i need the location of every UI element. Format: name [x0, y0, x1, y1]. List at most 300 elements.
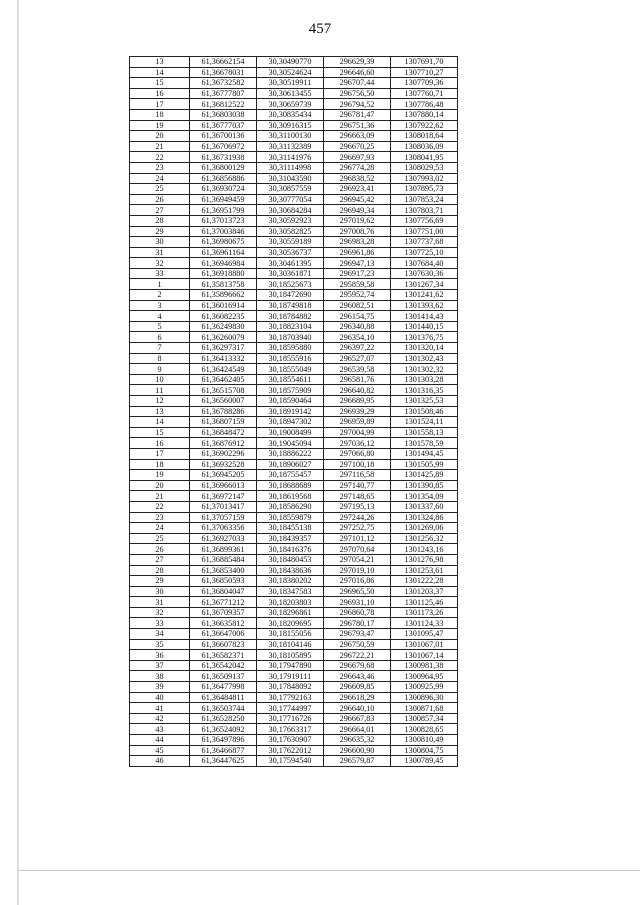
latitude-cell: 61,36560007	[190, 396, 257, 407]
x-coordinate-cell: 296664,01	[324, 724, 391, 735]
longitude-cell: 30,18203803	[257, 597, 324, 608]
coordinates-table	[129, 56, 458, 767]
table-row	[130, 554, 458, 565]
x-coordinate-cell: 296794,52	[324, 99, 391, 110]
longitude-cell: 30,18559879	[257, 512, 324, 523]
y-coordinate-cell: 1301067,14	[391, 650, 458, 661]
latitude-cell: 61,36930724	[190, 184, 257, 195]
y-coordinate-cell: 1301558,13	[391, 427, 458, 438]
y-coordinate-cell: 1307630,36	[391, 268, 458, 279]
longitude-cell: 30,30361871	[257, 268, 324, 279]
longitude-cell: 30,30857559	[257, 184, 324, 195]
y-coordinate-cell: 1307751,00	[391, 226, 458, 237]
y-coordinate-cell: 1307756,69	[391, 215, 458, 226]
y-coordinate-cell: 1301302,32	[391, 364, 458, 375]
point-number-cell: 34	[130, 629, 190, 640]
point-number-cell: 33	[130, 268, 190, 279]
y-coordinate-cell: 1300804,75	[391, 745, 458, 756]
point-number-cell: 13	[130, 406, 190, 417]
point-number-cell: 36	[130, 650, 190, 661]
longitude-cell: 30,30916315	[257, 120, 324, 131]
longitude-cell: 30,19045094	[257, 438, 324, 449]
longitude-cell: 30,31114998	[257, 162, 324, 173]
x-coordinate-cell: 296931,10	[324, 597, 391, 608]
x-coordinate-cell: 296643,46	[324, 671, 391, 682]
x-coordinate-cell: 296780,17	[324, 618, 391, 629]
table-row	[130, 692, 458, 703]
point-number-cell: 25	[130, 533, 190, 544]
table-row	[130, 99, 458, 110]
longitude-cell: 30,31141976	[257, 152, 324, 163]
y-coordinate-cell: 1301354,09	[391, 491, 458, 502]
point-number-cell: 35	[130, 639, 190, 650]
latitude-cell: 61,36803038	[190, 109, 257, 120]
table-row	[130, 448, 458, 459]
y-coordinate-cell: 1307691,70	[391, 57, 458, 68]
longitude-cell: 30,18619568	[257, 491, 324, 502]
point-number-cell: 27	[130, 554, 190, 565]
y-coordinate-cell: 1301320,14	[391, 343, 458, 354]
table-row	[130, 417, 458, 428]
y-coordinate-cell: 1300789,45	[391, 756, 458, 767]
point-number-cell: 5	[130, 321, 190, 332]
latitude-cell: 61,36297317	[190, 343, 257, 354]
point-number-cell: 30	[130, 586, 190, 597]
x-coordinate-cell: 296354,10	[324, 332, 391, 343]
table-row	[130, 67, 458, 78]
point-number-cell: 37	[130, 660, 190, 671]
longitude-cell: 30,30582825	[257, 226, 324, 237]
longitude-cell: 30,17947890	[257, 660, 324, 671]
y-coordinate-cell: 1307684,40	[391, 258, 458, 269]
y-coordinate-cell: 1301578,59	[391, 438, 458, 449]
table-row	[130, 459, 458, 470]
latitude-cell: 61,36016914	[190, 300, 257, 311]
x-coordinate-cell: 296756,50	[324, 88, 391, 99]
latitude-cell: 61,36800129	[190, 162, 257, 173]
x-coordinate-cell: 297195,13	[324, 501, 391, 512]
x-coordinate-cell: 296629,39	[324, 57, 391, 68]
point-number-cell: 25	[130, 184, 190, 195]
longitude-cell: 30,31132389	[257, 141, 324, 152]
x-coordinate-cell: 296154,75	[324, 311, 391, 322]
y-coordinate-cell: 1308036,09	[391, 141, 458, 152]
y-coordinate-cell: 1301376,75	[391, 332, 458, 343]
latitude-cell: 61,36899361	[190, 544, 257, 555]
latitude-cell: 61,36732582	[190, 78, 257, 89]
table-row	[130, 290, 458, 301]
latitude-cell: 61,36635812	[190, 618, 257, 629]
latitude-cell: 61,36927033	[190, 533, 257, 544]
table-row	[130, 586, 458, 597]
point-number-cell: 29	[130, 226, 190, 237]
point-number-cell: 40	[130, 692, 190, 703]
table-row	[130, 756, 458, 767]
latitude-cell: 61,36966013	[190, 480, 257, 491]
x-coordinate-cell: 297100,18	[324, 459, 391, 470]
x-coordinate-cell: 297016,86	[324, 576, 391, 587]
table-row	[130, 406, 458, 417]
latitude-cell: 61,36731938	[190, 152, 257, 163]
latitude-cell: 61,36542042	[190, 660, 257, 671]
point-number-cell: 23	[130, 512, 190, 523]
longitude-cell: 30,18886222	[257, 448, 324, 459]
point-number-cell: 16	[130, 438, 190, 449]
x-coordinate-cell: 295859,58	[324, 279, 391, 290]
point-number-cell: 39	[130, 682, 190, 693]
x-coordinate-cell: 296774,28	[324, 162, 391, 173]
x-coordinate-cell: 297101,12	[324, 533, 391, 544]
table-row	[130, 618, 458, 629]
x-coordinate-cell: 296939,29	[324, 406, 391, 417]
x-coordinate-cell: 296539,58	[324, 364, 391, 375]
point-number-cell: 12	[130, 396, 190, 407]
latitude-cell: 61,37003846	[190, 226, 257, 237]
table-row	[130, 332, 458, 343]
y-coordinate-cell: 1301267,34	[391, 279, 458, 290]
y-coordinate-cell: 1301303,28	[391, 374, 458, 385]
longitude-cell: 30,18347583	[257, 586, 324, 597]
longitude-cell: 30,17630907	[257, 735, 324, 746]
table-row	[130, 88, 458, 99]
y-coordinate-cell: 1300810,49	[391, 735, 458, 746]
point-number-cell: 23	[130, 162, 190, 173]
longitude-cell: 30,18947302	[257, 417, 324, 428]
table-row	[130, 533, 458, 544]
point-number-cell: 8	[130, 353, 190, 364]
table-row	[130, 385, 458, 396]
point-number-cell: 44	[130, 735, 190, 746]
x-coordinate-cell: 296082,51	[324, 300, 391, 311]
latitude-cell: 61,36413332	[190, 353, 257, 364]
table-row	[130, 671, 458, 682]
longitude-cell: 30,18455138	[257, 523, 324, 534]
x-coordinate-cell: 297008,76	[324, 226, 391, 237]
point-number-cell: 15	[130, 78, 190, 89]
table-row	[130, 470, 458, 481]
x-coordinate-cell: 297004,99	[324, 427, 391, 438]
table-row	[130, 491, 458, 502]
x-coordinate-cell: 297019,10	[324, 565, 391, 576]
point-number-cell: 20	[130, 480, 190, 491]
latitude-cell: 61,36771212	[190, 597, 257, 608]
latitude-cell: 61,37013723	[190, 215, 257, 226]
longitude-cell: 30,19008499	[257, 427, 324, 438]
x-coordinate-cell: 296947,13	[324, 258, 391, 269]
point-number-cell: 21	[130, 141, 190, 152]
longitude-cell: 30,30519911	[257, 78, 324, 89]
table-row	[130, 480, 458, 491]
point-number-cell: 21	[130, 491, 190, 502]
y-coordinate-cell: 1301124,33	[391, 618, 458, 629]
latitude-cell: 61,36777807	[190, 88, 257, 99]
latitude-cell: 61,36524092	[190, 724, 257, 735]
table-row	[130, 78, 458, 89]
longitude-cell: 30,18586290	[257, 501, 324, 512]
point-number-cell: 22	[130, 501, 190, 512]
x-coordinate-cell: 296923,41	[324, 184, 391, 195]
y-coordinate-cell: 1301256,32	[391, 533, 458, 544]
latitude-cell: 61,36662154	[190, 57, 257, 68]
x-coordinate-cell: 297244,26	[324, 512, 391, 523]
y-coordinate-cell: 1308018,64	[391, 131, 458, 142]
table-row	[130, 311, 458, 322]
longitude-cell: 30,18688689	[257, 480, 324, 491]
table-row	[130, 565, 458, 576]
y-coordinate-cell: 1301494,45	[391, 448, 458, 459]
scan-left-edge	[17, 0, 19, 905]
x-coordinate-cell: 296793,47	[324, 629, 391, 640]
latitude-cell: 61,36466877	[190, 745, 257, 756]
x-coordinate-cell: 296838,52	[324, 173, 391, 184]
latitude-cell: 61,36807159	[190, 417, 257, 428]
x-coordinate-cell: 296646,60	[324, 67, 391, 78]
latitude-cell: 61,36607823	[190, 639, 257, 650]
longitude-cell: 30,18555916	[257, 353, 324, 364]
latitude-cell: 61,36484811	[190, 692, 257, 703]
longitude-cell: 30,18104146	[257, 639, 324, 650]
latitude-cell: 61,36462405	[190, 374, 257, 385]
y-coordinate-cell: 1301203,37	[391, 586, 458, 597]
latitude-cell: 61,36850593	[190, 576, 257, 587]
point-number-cell: 27	[130, 205, 190, 216]
point-number-cell: 19	[130, 120, 190, 131]
latitude-cell: 61,36804047	[190, 586, 257, 597]
x-coordinate-cell: 296965,50	[324, 586, 391, 597]
point-number-cell: 7	[130, 343, 190, 354]
y-coordinate-cell: 1300964,95	[391, 671, 458, 682]
latitude-cell: 61,36424549	[190, 364, 257, 375]
point-number-cell: 32	[130, 258, 190, 269]
latitude-cell: 61,37013417	[190, 501, 257, 512]
latitude-cell: 61,36497896	[190, 735, 257, 746]
x-coordinate-cell: 296618,29	[324, 692, 391, 703]
y-coordinate-cell: 1301414,43	[391, 311, 458, 322]
point-number-cell: 46	[130, 756, 190, 767]
x-coordinate-cell: 295952,74	[324, 290, 391, 301]
table-row	[130, 131, 458, 142]
y-coordinate-cell: 1300981,38	[391, 660, 458, 671]
y-coordinate-cell: 1307993,02	[391, 173, 458, 184]
table-row	[130, 279, 458, 290]
y-coordinate-cell: 1301173,26	[391, 607, 458, 618]
table-row	[130, 226, 458, 237]
y-coordinate-cell: 1300871,68	[391, 703, 458, 714]
latitude-cell: 61,36946984	[190, 258, 257, 269]
point-number-cell: 42	[130, 713, 190, 724]
x-coordinate-cell: 296581,76	[324, 374, 391, 385]
y-coordinate-cell: 1301095,47	[391, 629, 458, 640]
longitude-cell: 30,18438636	[257, 565, 324, 576]
table-row	[130, 427, 458, 438]
point-number-cell: 11	[130, 385, 190, 396]
longitude-cell: 30,18105895	[257, 650, 324, 661]
table-row	[130, 650, 458, 661]
longitude-cell: 30,30613455	[257, 88, 324, 99]
y-coordinate-cell: 1307709,36	[391, 78, 458, 89]
latitude-cell: 61,36582371	[190, 650, 257, 661]
latitude-cell: 61,36709357	[190, 607, 257, 618]
point-number-cell: 38	[130, 671, 190, 682]
latitude-cell: 61,36812522	[190, 99, 257, 110]
latitude-cell: 61,36949459	[190, 194, 257, 205]
point-number-cell: 18	[130, 109, 190, 120]
table-row	[130, 205, 458, 216]
longitude-cell: 30,17919111	[257, 671, 324, 682]
table-row	[130, 300, 458, 311]
table-row	[130, 109, 458, 120]
longitude-cell: 30,18472690	[257, 290, 324, 301]
table-row	[130, 194, 458, 205]
longitude-cell: 30,18595880	[257, 343, 324, 354]
longitude-cell: 30,18209695	[257, 618, 324, 629]
x-coordinate-cell: 296707,44	[324, 78, 391, 89]
longitude-cell: 30,30835434	[257, 109, 324, 120]
table-row	[130, 639, 458, 650]
x-coordinate-cell: 297148,65	[324, 491, 391, 502]
table-row	[130, 501, 458, 512]
latitude-cell: 61,36082235	[190, 311, 257, 322]
y-coordinate-cell: 1301243,16	[391, 544, 458, 555]
y-coordinate-cell: 1301440,15	[391, 321, 458, 332]
longitude-cell: 30,30461395	[257, 258, 324, 269]
table-row	[130, 512, 458, 523]
longitude-cell: 30,17622012	[257, 745, 324, 756]
longitude-cell: 30,18590464	[257, 396, 324, 407]
y-coordinate-cell: 1308029,53	[391, 162, 458, 173]
table-row	[130, 703, 458, 714]
longitude-cell: 30,30559189	[257, 237, 324, 248]
latitude-cell: 61,36788286	[190, 406, 257, 417]
latitude-cell: 61,36932528	[190, 459, 257, 470]
x-coordinate-cell: 296635,32	[324, 735, 391, 746]
point-number-cell: 10	[130, 374, 190, 385]
longitude-cell: 30,18296861	[257, 607, 324, 618]
longitude-cell: 30,30659739	[257, 99, 324, 110]
table-row	[130, 607, 458, 618]
table-row	[130, 57, 458, 68]
y-coordinate-cell: 1308041,95	[391, 152, 458, 163]
x-coordinate-cell: 296667,83	[324, 713, 391, 724]
latitude-cell: 61,36503744	[190, 703, 257, 714]
latitude-cell: 61,35813758	[190, 279, 257, 290]
point-number-cell: 26	[130, 194, 190, 205]
latitude-cell: 61,36260079	[190, 332, 257, 343]
x-coordinate-cell: 297066,80	[324, 448, 391, 459]
point-number-cell: 14	[130, 67, 190, 78]
latitude-cell: 61,36700136	[190, 131, 257, 142]
latitude-cell: 61,37063356	[190, 523, 257, 534]
table-row	[130, 374, 458, 385]
latitude-cell: 61,36980675	[190, 237, 257, 248]
x-coordinate-cell: 296397,22	[324, 343, 391, 354]
table-row	[130, 215, 458, 226]
y-coordinate-cell: 1301241,62	[391, 290, 458, 301]
point-number-cell: 30	[130, 237, 190, 248]
latitude-cell: 61,36918880	[190, 268, 257, 279]
table-row	[130, 353, 458, 364]
longitude-cell: 30,18784882	[257, 311, 324, 322]
y-coordinate-cell: 1307737,68	[391, 237, 458, 248]
point-number-cell: 18	[130, 459, 190, 470]
longitude-cell: 30,18749818	[257, 300, 324, 311]
longitude-cell: 30,30592923	[257, 215, 324, 226]
x-coordinate-cell: 297070,64	[324, 544, 391, 555]
x-coordinate-cell: 296579,87	[324, 756, 391, 767]
table-row	[130, 438, 458, 449]
longitude-cell: 30,17744997	[257, 703, 324, 714]
table-row	[130, 237, 458, 248]
scan-bottom-edge	[17, 870, 640, 871]
coordinates-table-body	[130, 57, 458, 767]
table-row	[130, 682, 458, 693]
y-coordinate-cell: 1301524,11	[391, 417, 458, 428]
y-coordinate-cell: 1301508,46	[391, 406, 458, 417]
longitude-cell: 30,18380202	[257, 576, 324, 587]
point-number-cell: 22	[130, 152, 190, 163]
x-coordinate-cell: 296781,47	[324, 109, 391, 120]
point-number-cell: 32	[130, 607, 190, 618]
latitude-cell: 61,36961164	[190, 247, 257, 258]
table-row	[130, 268, 458, 279]
point-number-cell: 20	[130, 131, 190, 142]
latitude-cell: 61,36528250	[190, 713, 257, 724]
x-coordinate-cell: 297019,62	[324, 215, 391, 226]
x-coordinate-cell: 296959,89	[324, 417, 391, 428]
point-number-cell: 19	[130, 470, 190, 481]
table-row	[130, 735, 458, 746]
latitude-cell: 61,36477998	[190, 682, 257, 693]
longitude-cell: 30,31043590	[257, 173, 324, 184]
y-coordinate-cell: 1301125,46	[391, 597, 458, 608]
table-row	[130, 152, 458, 163]
point-number-cell: 2	[130, 290, 190, 301]
point-number-cell: 43	[130, 724, 190, 735]
longitude-cell: 30,17792163	[257, 692, 324, 703]
table-row	[130, 162, 458, 173]
y-coordinate-cell: 1307880,14	[391, 109, 458, 120]
y-coordinate-cell: 1307853,24	[391, 194, 458, 205]
point-number-cell: 13	[130, 57, 190, 68]
latitude-cell: 61,36876912	[190, 438, 257, 449]
point-number-cell: 4	[130, 311, 190, 322]
x-coordinate-cell: 296860,78	[324, 607, 391, 618]
point-number-cell: 15	[130, 427, 190, 438]
longitude-cell: 30,30490770	[257, 57, 324, 68]
point-number-cell: 26	[130, 544, 190, 555]
point-number-cell: 9	[130, 364, 190, 375]
latitude-cell: 61,36678031	[190, 67, 257, 78]
latitude-cell: 61,36447625	[190, 756, 257, 767]
longitude-cell: 30,30777054	[257, 194, 324, 205]
longitude-cell: 30,30684284	[257, 205, 324, 216]
latitude-cell: 61,36706972	[190, 141, 257, 152]
point-number-cell: 14	[130, 417, 190, 428]
y-coordinate-cell: 1307786,48	[391, 99, 458, 110]
point-number-cell: 3	[130, 300, 190, 311]
latitude-cell: 61,36951799	[190, 205, 257, 216]
y-coordinate-cell: 1300857,34	[391, 713, 458, 724]
longitude-cell: 30,18575909	[257, 385, 324, 396]
point-number-cell: 41	[130, 703, 190, 714]
x-coordinate-cell: 296722,21	[324, 650, 391, 661]
x-coordinate-cell: 296751,36	[324, 120, 391, 131]
point-number-cell: 28	[130, 215, 190, 226]
x-coordinate-cell: 296750,59	[324, 639, 391, 650]
latitude-cell: 61,36509137	[190, 671, 257, 682]
point-number-cell: 28	[130, 565, 190, 576]
longitude-cell: 30,31100130	[257, 131, 324, 142]
